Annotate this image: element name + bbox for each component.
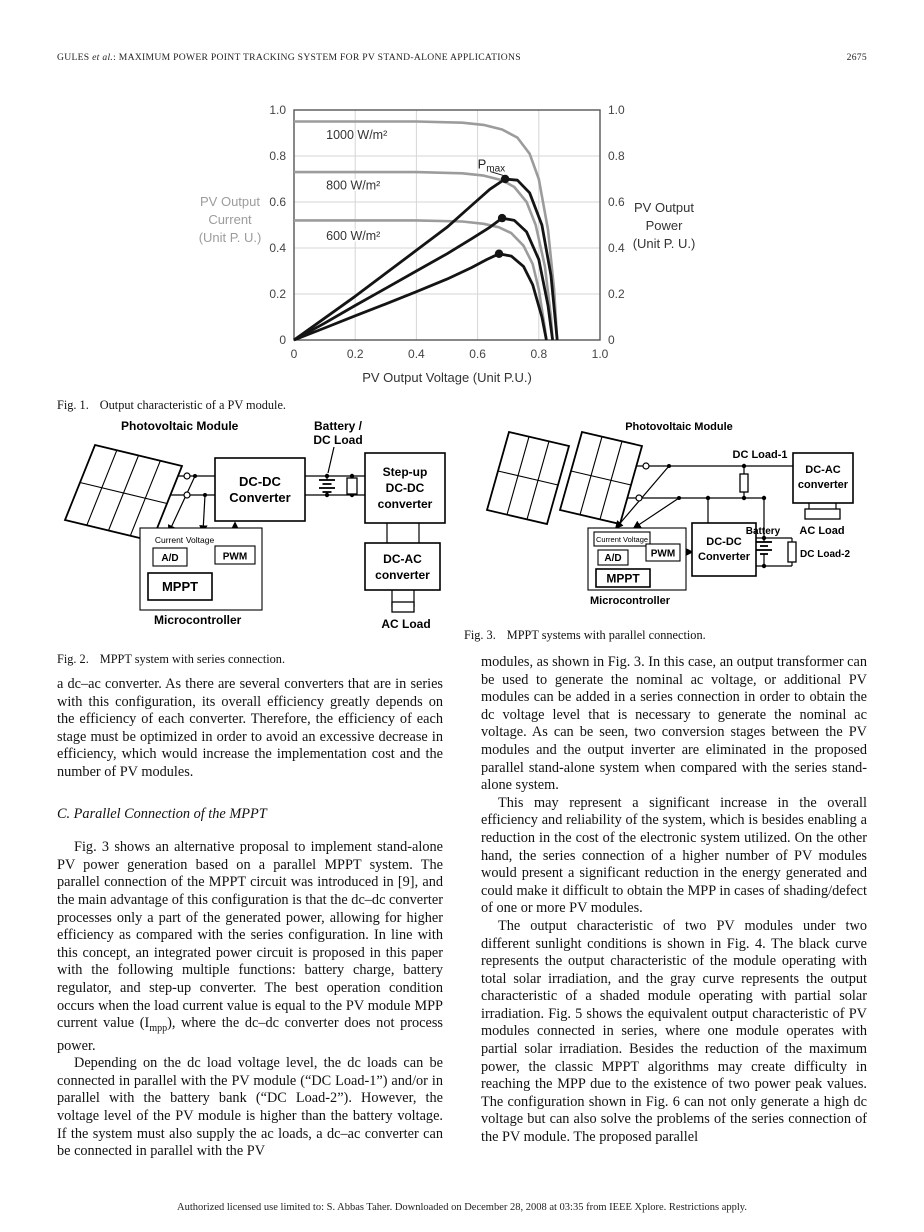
header-author: GULES	[57, 52, 93, 63]
y-tick-label-left: 0	[279, 333, 286, 347]
left-axis-title: (Unit P. U.)	[198, 230, 262, 245]
dcac-label-1: DC-AC	[805, 464, 841, 476]
fig1-caption-label: Fig. 1.	[57, 398, 89, 412]
paragraph: Depending on the dc load voltage level, the dc loads can be connected in parallel with the PV module (“DC Load-1”) and/or in parallel with the battery bank (“DC Load-2”). However, the voltage level of the PV module is higher than the battery voltage. If the system must also supply the ac loads, a dc–ac converter can be connected in parallel with the PV	[57, 1055, 443, 1160]
fig3-diagram	[464, 418, 869, 623]
stepup-label-3: converter	[377, 497, 433, 511]
mppt-label: MPPT	[606, 571, 640, 586]
power-curve-1000	[294, 179, 557, 340]
left-column	[57, 676, 443, 1161]
dcac-label-2: converter	[375, 568, 430, 582]
current-label: Current	[154, 535, 184, 545]
irradiance-label: 600 W/m²	[326, 228, 381, 243]
left-axis-title: PV Output	[200, 194, 260, 209]
battery-symbol	[756, 542, 772, 554]
y-tick-label-right: 0.6	[608, 195, 625, 209]
y-tick-label-right: 1.0	[608, 103, 625, 117]
dcac-label-2: converter	[797, 479, 849, 491]
pv-panel-2	[560, 432, 642, 524]
left-axis-title: Current	[208, 212, 252, 227]
header-title	[57, 52, 521, 63]
right-column	[481, 654, 867, 1147]
x-tick-label: 0.8	[530, 347, 548, 361]
x-tick-label: 0.6	[469, 347, 486, 361]
y-tick-label-right: 0.2	[608, 287, 625, 301]
battery-dcload-label-1: Battery /	[313, 419, 363, 433]
pwm-label: PWM	[650, 548, 676, 560]
dcac-converter-box	[793, 453, 853, 503]
fig1-caption-text: Output characteristic of a PV module.	[99, 398, 287, 412]
dcdc-label-2: Converter	[698, 551, 750, 563]
y-tick-label-left: 0.4	[269, 241, 286, 255]
ac-load-label: AC Load	[799, 525, 845, 537]
mpp-point	[501, 175, 509, 183]
battery-symbol	[319, 480, 335, 492]
fig2-diagram	[57, 416, 452, 654]
pmax-annotation: $P_{max}$	[477, 156, 506, 175]
mpp-point	[498, 214, 506, 222]
fig2-caption	[57, 652, 457, 667]
dcdc-label-1: DC-DC	[706, 536, 742, 548]
stepup-label-1: Step-up	[382, 465, 428, 479]
running-header	[57, 52, 867, 63]
dc-load2-label: DC Load-2	[800, 549, 850, 560]
paragraph: This may represent a significant increase in the overall efficiency and reliability of the system, which is besides enabling a reduction in the cost of the electronic system utilized. On the other hand, the series connection of a higher number of PV modules would present a significant reduction in the energy generated and could make it difficult to obtain the MPP in cases of shading/defect of one or more PV modules.	[481, 794, 867, 917]
paragraph: modules, as shown in Fig. 3. In this case, an output transformer can be used to generate the nominal ac voltage, or additional PV modules can be added in a series connection in order to obtain the dc voltage level that is necessary to generate the nominal ac voltage. As can be seen, two conversion stages between the PV modules and the output inverter are eliminated in the proposed parallel stand-alone system when compared with the series stand-alone system.	[481, 654, 867, 794]
dc-load-resistor	[347, 478, 357, 494]
pv-panel	[65, 445, 182, 541]
paragraph-text: Fig. 3 shows an alternative proposal to implement stand-alone PV power generation based on a parallel MPPT system. The parallel connection of the MPPT circuit was introduced in [9], and the main advantage of this configuration is that the dc–dc converter processes only a part of the generated power, allowing for higher efficiency as compared with the series configuration. In line with this concept, an integrated power circuit is proposed in this paper with the following multiple functions: battery charge, battery regulator, and step-up converter. The best operation condition occurs when the load current value is equal to the PV module MPP current value (I	[57, 839, 443, 1032]
microcontroller-label: Microcontroller	[154, 613, 242, 627]
fig3-caption-label: Fig. 3.	[464, 628, 496, 642]
y-tick-label-right: 0.4	[608, 241, 625, 255]
pv-module-label: Photovoltaic Module	[121, 419, 239, 433]
header-etal: et al.	[92, 52, 114, 63]
fig3-caption-text: MPPT systems with parallel connection.	[506, 628, 706, 642]
ad-label: A/D	[604, 553, 622, 564]
current-curve-800	[294, 172, 553, 340]
dc-load2-resistor	[788, 542, 796, 562]
paragraph: The output characteristic of two PV modules under two different sunlight conditions is shown in Fig. 4. The black curve represents the output characteristic of the module operating with total solar irradiation, and the gray curve represents the output characteristic of a shaded module operating with partial solar irradiation. Fig. 5 shows the equivalent output characteristic of PV modules connected in series, where one module operates with partial solar irradiation. Besides the reduction of the maximum power, the classic MPPT algorithms may create difficulty in reaching the MPP due to the existence of two power peak values. The configuration shown in Fig. 6 can not only generate a high dc voltage but can also solve the problems of the series connection of the PV module. The proposed parallel	[481, 917, 867, 1146]
x-tick-label: 0.2	[346, 347, 364, 361]
pwm-label: PWM	[222, 551, 248, 563]
right-axis-title: Power	[645, 218, 683, 233]
x-tick-label: 0.4	[408, 347, 425, 361]
stepup-label-2: DC-DC	[385, 481, 425, 495]
right-axis-title: (Unit P. U.)	[632, 236, 696, 251]
page-number: 2675	[846, 52, 867, 63]
subscript-mpp: mpp	[149, 1022, 168, 1034]
dc-load1-label: DC Load-1	[732, 449, 788, 461]
paragraph	[57, 839, 443, 1055]
dc-load1-resistor	[740, 474, 748, 492]
fig2-caption-label: Fig. 2.	[57, 652, 89, 666]
y-tick-label-left: 0.2	[269, 287, 286, 301]
pv-module-label: Photovoltaic Module	[625, 421, 733, 433]
fig1-chart	[172, 94, 722, 394]
y-tick-label-right: 0.8	[608, 149, 625, 163]
x-axis-title: PV Output Voltage (Unit P.U.)	[362, 370, 532, 385]
current-voltage-label: Current Voltage	[595, 535, 649, 544]
fig1-caption	[57, 398, 577, 413]
y-tick-label-right: 0	[608, 333, 615, 347]
x-tick-label: 1.0	[591, 347, 609, 361]
mppt-label: MPPT	[161, 579, 199, 594]
microcontroller-label: Microcontroller	[590, 595, 671, 607]
copyright-notice: Authorized licensed use limited to: S. Abbas Taher. Downloaded on December 28, 2008 at 03:35 from IEEE Xplore. Restrictions apply.	[177, 1202, 747, 1213]
ad-label: A/D	[161, 553, 179, 564]
dcdc-label-2: Converter	[229, 490, 291, 505]
header-rest: : MAXIMUM POWER POINT TRACKING SYSTEM FOR PV STAND-ALONE APPLICATIONS	[113, 52, 521, 63]
y-tick-label-left: 0.8	[269, 149, 286, 163]
irradiance-label: 800 W/m²	[326, 178, 381, 193]
irradiance-label: 1000 W/m²	[326, 127, 388, 142]
power-curve-600	[294, 254, 546, 340]
x-tick-label: 0	[290, 347, 298, 361]
right-axis-title: PV Output	[634, 200, 694, 215]
fig2-caption-text: MPPT system with series connection.	[99, 652, 286, 666]
y-tick-label-left: 0.6	[269, 195, 286, 209]
ac-load-resistor	[392, 602, 414, 612]
mpp-point	[495, 250, 503, 258]
section-heading: C. Parallel Connection of the MPPT	[57, 805, 267, 822]
ac-load-label: AC Load	[381, 617, 431, 631]
dcdc-label-1: DC-DC	[239, 474, 281, 489]
voltage-label: Voltage	[185, 535, 215, 545]
paragraph: a dc–ac converter. As there are several converters that are in series with this configuration, its overall efficiency greatly depends on the efficiency of each converter. Therefore, the efficiency of each stage must be optimized in order to avoid an excessive decrease in efficiency, which would increase the implementation cost and the number of PV modules.	[57, 676, 443, 780]
battery-label: Battery	[745, 526, 781, 537]
battery-dcload-label-2: DC Load	[313, 433, 363, 447]
dcac-converter-box	[365, 543, 440, 590]
y-tick-label-left: 1.0	[269, 103, 286, 117]
ac-load-resistor	[805, 509, 840, 519]
pv-panel-1	[487, 432, 569, 524]
paragraph-text: ), where the dc–dc converter does not process power.	[57, 1015, 443, 1054]
dcac-label-1: DC-AC	[383, 552, 422, 566]
fig3-caption	[464, 628, 864, 643]
